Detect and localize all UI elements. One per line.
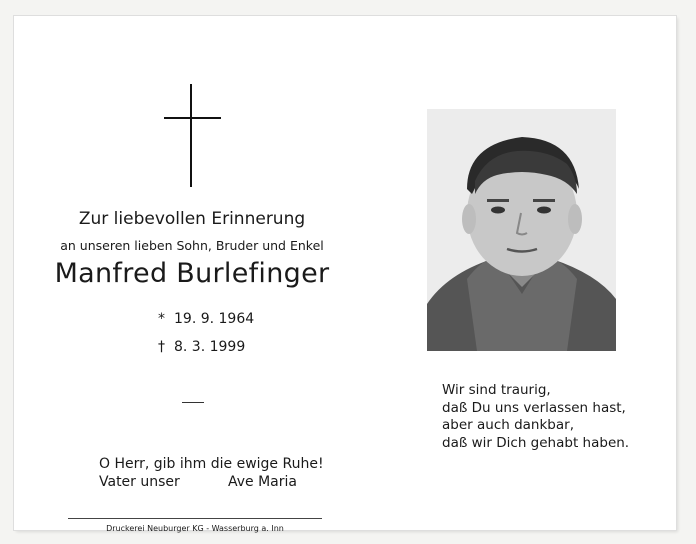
prayer-line: O Herr, gib ihm die ewige Ruhe! [99,456,324,472]
verse-line: aber auch dankbar, [442,417,574,433]
verse-line: daß Du uns verlassen hast, [442,399,626,416]
portrait-photo [427,109,616,351]
death-symbol: † [158,339,165,355]
birth-symbol: * [158,311,165,327]
printer-credit: Druckerei Neuburger KG - Wasserburg a. Inn [106,524,284,533]
deceased-name: Manfred Burlefinger [54,258,330,289]
verse-line: Wir sind traurig, [442,382,551,398]
death-date: 8. 3. 1999 [174,339,246,355]
memorial-subheading: an unseren lieben Sohn, Bruder und Enkel [60,238,324,253]
footer-rule [68,518,322,519]
memorial-heading: Zur liebevollen Erinnerung [78,209,306,229]
cross-icon-bar [164,117,221,119]
cross-icon [190,84,192,187]
death-date-row [158,339,245,355]
portrait-illustration [427,109,616,351]
verse-line: daß wir Dich gehabt haben. [442,434,630,451]
birth-date-row [158,311,254,327]
separator-dash [182,402,204,403]
birth-date: 19. 9. 1964 [174,311,255,327]
verse-block [442,382,629,452]
prayer-vater-unser: Vater unser [99,474,180,490]
memorial-card [14,16,676,533]
prayer-ave-maria: Ave Maria [228,474,297,490]
